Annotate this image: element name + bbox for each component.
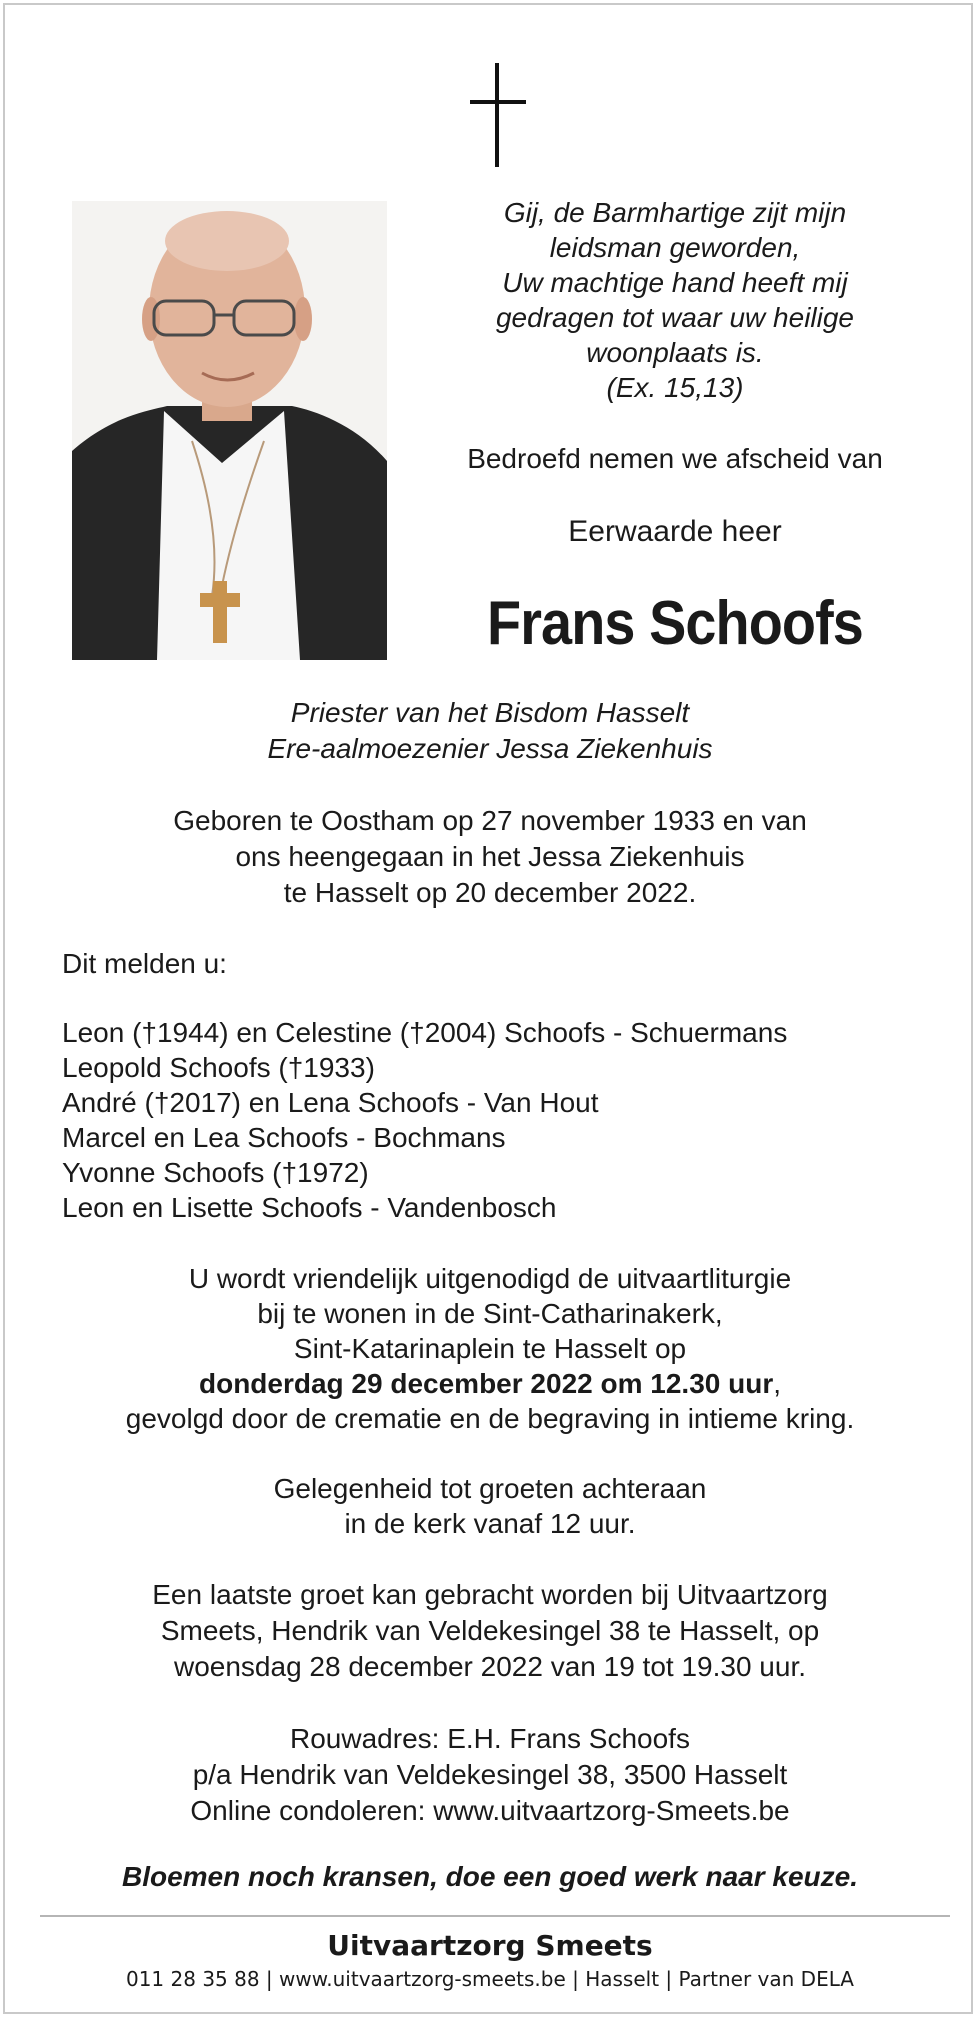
announce-heading: Dit melden u: <box>62 948 227 979</box>
deceased-name: Frans Schoofs <box>487 589 863 658</box>
verse-line: Gij, de Barmhartige zijt mijn <box>503 197 847 228</box>
last-greet-line: Smeets, Hendrik van Veldekesingel 38 te Hasselt, op <box>160 1615 820 1646</box>
last-greet-line: Een laatste groet kan gebracht worden bij Uitvaartzorg <box>152 1579 828 1610</box>
intro-text: Bedroefd nemen we afscheid van <box>467 443 883 474</box>
verse-line: woonplaats is. <box>586 337 764 368</box>
family-member: Leon (†1944) en Celestine (†2004) Schoofs - Schuermans <box>62 1017 788 1048</box>
invite-line: U wordt vriendelijk uitgenodigd de uitvaartliturgie <box>188 1263 792 1294</box>
roles <box>5 695 975 767</box>
family-member: Yvonne Schoofs (†1972) <box>62 1157 369 1188</box>
bible-verse <box>440 195 910 405</box>
verse-reference: (Ex. 15,13) <box>606 372 744 403</box>
birth-death-info <box>5 803 975 911</box>
portrait-photo <box>72 201 387 660</box>
birth-line: ons heengegaan in het Jessa Ziekenhuis <box>235 841 745 872</box>
mourning-address <box>5 1721 975 1829</box>
invite-line: bij te wonen in de Sint-Catharinakerk, <box>257 1298 723 1329</box>
last-greet-line: woensdag 28 december 2022 van 19 tot 19.30 uur. <box>173 1651 807 1682</box>
cross-icon <box>470 63 526 167</box>
greet-line: in de kerk vanaf 12 uur. <box>344 1508 636 1539</box>
family-list <box>62 1015 787 1225</box>
family-member: André (†2017) en Lena Schoofs - Van Hout <box>62 1087 599 1118</box>
birth-line: te Hasselt op 20 december 2022. <box>283 877 697 908</box>
funeral-date-bold: donderdag 29 december 2022 om 12.30 uur <box>198 1368 774 1399</box>
family-member: Leon en Lisette Schoofs - Vandenbosch <box>62 1192 557 1223</box>
divider <box>40 1915 950 1917</box>
funeral-home-contact: 011 28 35 88 | www.uitvaartzorg-smeets.be | Hasselt | Partner van DELA <box>125 1967 854 1991</box>
last-greeting-info <box>5 1577 975 1685</box>
greeting-info <box>5 1471 975 1541</box>
obituary-card <box>3 3 973 2014</box>
role-line: Priester van het Bisdom Hasselt <box>290 697 690 728</box>
condolence-link[interactable]: Online condoleren: www.uitvaartzorg-Smeets.be <box>190 1795 790 1826</box>
funeral-home-name: Uitvaartzorg Smeets <box>327 1929 653 1962</box>
family-member: Leopold Schoofs (†1933) <box>62 1052 375 1083</box>
funeral-invitation <box>5 1261 975 1436</box>
family-member: Marcel en Lea Schoofs - Bochmans <box>62 1122 506 1153</box>
role-line: Ere-aalmoezenier Jessa Ziekenhuis <box>267 733 713 764</box>
greet-line: Gelegenheid tot groeten achteraan <box>273 1473 707 1504</box>
birth-line: Geboren te Oostham op 27 november 1933 en van <box>173 805 807 836</box>
verse-line: gedragen tot waar uw heilige <box>495 302 854 333</box>
invite-line: gevolgd door de crematie en de begraving in intieme kring. <box>125 1403 855 1434</box>
address-line: p/a Hendrik van Veldekesingel 38, 3500 Hasselt <box>192 1759 788 1790</box>
verse-line: Uw machtige hand heeft mij <box>502 267 848 298</box>
invite-line: Sint-Katarinaplein te Hasselt op <box>293 1333 687 1364</box>
funeral-date-suffix: , <box>773 1368 781 1399</box>
funeral-date <box>5 1366 975 1401</box>
honorific: Eerwaarde heer <box>568 515 782 548</box>
address-line: Rouwadres: E.H. Frans Schoofs <box>290 1723 690 1754</box>
verse-line: leidsman geworden, <box>549 232 801 263</box>
flowers-note: Bloemen noch kransen, doe een goed werk naar keuze. <box>121 1861 858 1892</box>
